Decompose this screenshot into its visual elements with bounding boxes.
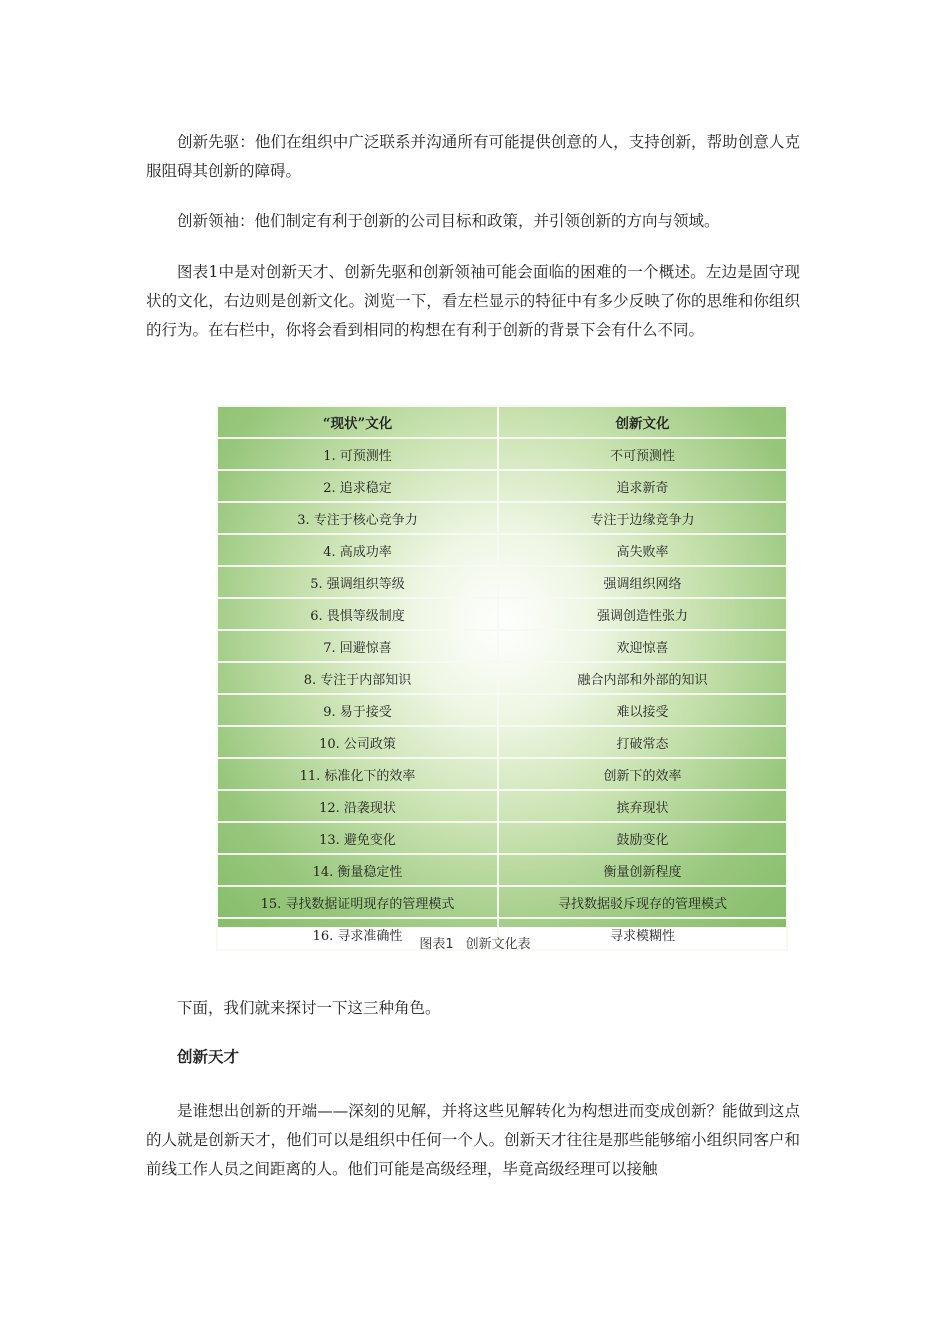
innovation-cell: 难以接受: [498, 694, 787, 726]
status-quo-cell: 5. 强调组织等级: [217, 566, 498, 598]
header-status-quo-culture: “现状”文化: [217, 406, 498, 438]
innovation-cell: 高失败率: [498, 534, 787, 566]
caption-title: 创新文化表: [465, 937, 531, 952]
status-quo-cell: 14. 衡量稳定性: [217, 854, 498, 886]
status-quo-cell: 1. 可预测性: [217, 438, 498, 470]
status-quo-cell: 7. 回避惊喜: [217, 630, 498, 662]
table-row: [217, 470, 787, 502]
figure-caption: [0, 933, 950, 952]
table-row: [217, 502, 787, 534]
table-body: [217, 438, 787, 950]
paragraph-chart-overview: 图表1中是对创新天才、创新先驱和创新领袖可能会面临的困难的一个概述。左边是固守现状的文化，右边则是创新文化。浏览一下，看左栏显示的特征中有多少反映了你的思维和你组织的行为。在右栏中，你将会看到相同的构想在有利于创新的背景下会有什么不同。: [146, 263, 800, 339]
table-row: [217, 662, 787, 694]
table-row: [217, 566, 787, 598]
status-quo-cell: 8. 专注于内部知识: [217, 662, 498, 694]
table-row: [217, 438, 787, 470]
table-row: [217, 598, 787, 630]
paragraph-three-roles: 下面，我们就来探讨一下这三种角色。: [177, 999, 441, 1017]
innovation-cell: 鼓励变化: [498, 822, 787, 854]
status-quo-cell: 11. 标准化下的效率: [217, 758, 498, 790]
paragraph-innovation-pioneer: 创新先驱：他们在组织中广泛联系并沟通所有可能提供创意的人，支持创新，帮助创意人克服阻碍其创新的障碍。: [146, 133, 800, 180]
innovation-culture-table-figure: [216, 405, 788, 944]
innovation-cell: 追求新奇: [498, 470, 787, 502]
innovation-cell: 不可预测性: [498, 438, 787, 470]
innovation-cell: 专注于边缘竞争力: [498, 502, 787, 534]
table-row: [217, 790, 787, 822]
status-quo-cell: 10. 公司政策: [217, 726, 498, 758]
status-quo-cell: 16. 寻求准确性: [217, 918, 498, 950]
paragraph-innovation-leader: 创新领袖：他们制定有利于创新的公司目标和政策，并引领创新的方向与领域。: [177, 212, 720, 230]
table-row: [217, 822, 787, 854]
status-quo-cell: 13. 避免变化: [217, 822, 498, 854]
innovation-cell: 衡量创新程度: [498, 854, 787, 886]
paragraph-innovation-genius: 是谁想出创新的开端——深刻的见解，并将这些见解转化为构想进而变成创新？能做到这点的人就是创新天才，他们可以是组织中任何一个人。创新天才往往是那些能够缩小组织同客户和前线工作人员之间距离的人。他们可能是高级经理，毕竟高级经理可以接触: [146, 1102, 800, 1178]
innovation-cell: 融合内部和外部的知识: [498, 662, 787, 694]
table-row: [217, 886, 787, 918]
table-row: [217, 854, 787, 886]
header-innovation-culture: 创新文化: [498, 406, 787, 438]
innovation-cell: 强调组织网络: [498, 566, 787, 598]
innovation-cell: 寻求模糊性: [498, 918, 787, 950]
caption-label: 图表1: [419, 937, 454, 952]
table-row: [217, 630, 787, 662]
innovation-cell: 创新下的效率: [498, 758, 787, 790]
innovation-cell: 强调创造性张力: [498, 598, 787, 630]
status-quo-cell: 9. 易于接受: [217, 694, 498, 726]
innovation-cell: 摈弃现状: [498, 790, 787, 822]
status-quo-cell: 6. 畏惧等级制度: [217, 598, 498, 630]
innovation-cell: 打破常态: [498, 726, 787, 758]
section-heading-innovation-genius: 创新天才: [177, 1048, 240, 1066]
status-quo-cell: 12. 沿袭现状: [217, 790, 498, 822]
innovation-cell: 寻找数据驳斥现存的管理模式: [498, 886, 787, 918]
table-row: [217, 694, 787, 726]
status-quo-cell: 15. 寻找数据证明现存的管理模式: [217, 886, 498, 918]
table-row: [217, 758, 787, 790]
innovation-culture-table: [216, 405, 788, 951]
status-quo-cell: 2. 追求稳定: [217, 470, 498, 502]
table-header-row: [217, 406, 787, 438]
status-quo-cell: 4. 高成功率: [217, 534, 498, 566]
innovation-cell: 欢迎惊喜: [498, 630, 787, 662]
table-row: [217, 534, 787, 566]
status-quo-cell: 3. 专注于核心竞争力: [217, 502, 498, 534]
table-row: [217, 726, 787, 758]
